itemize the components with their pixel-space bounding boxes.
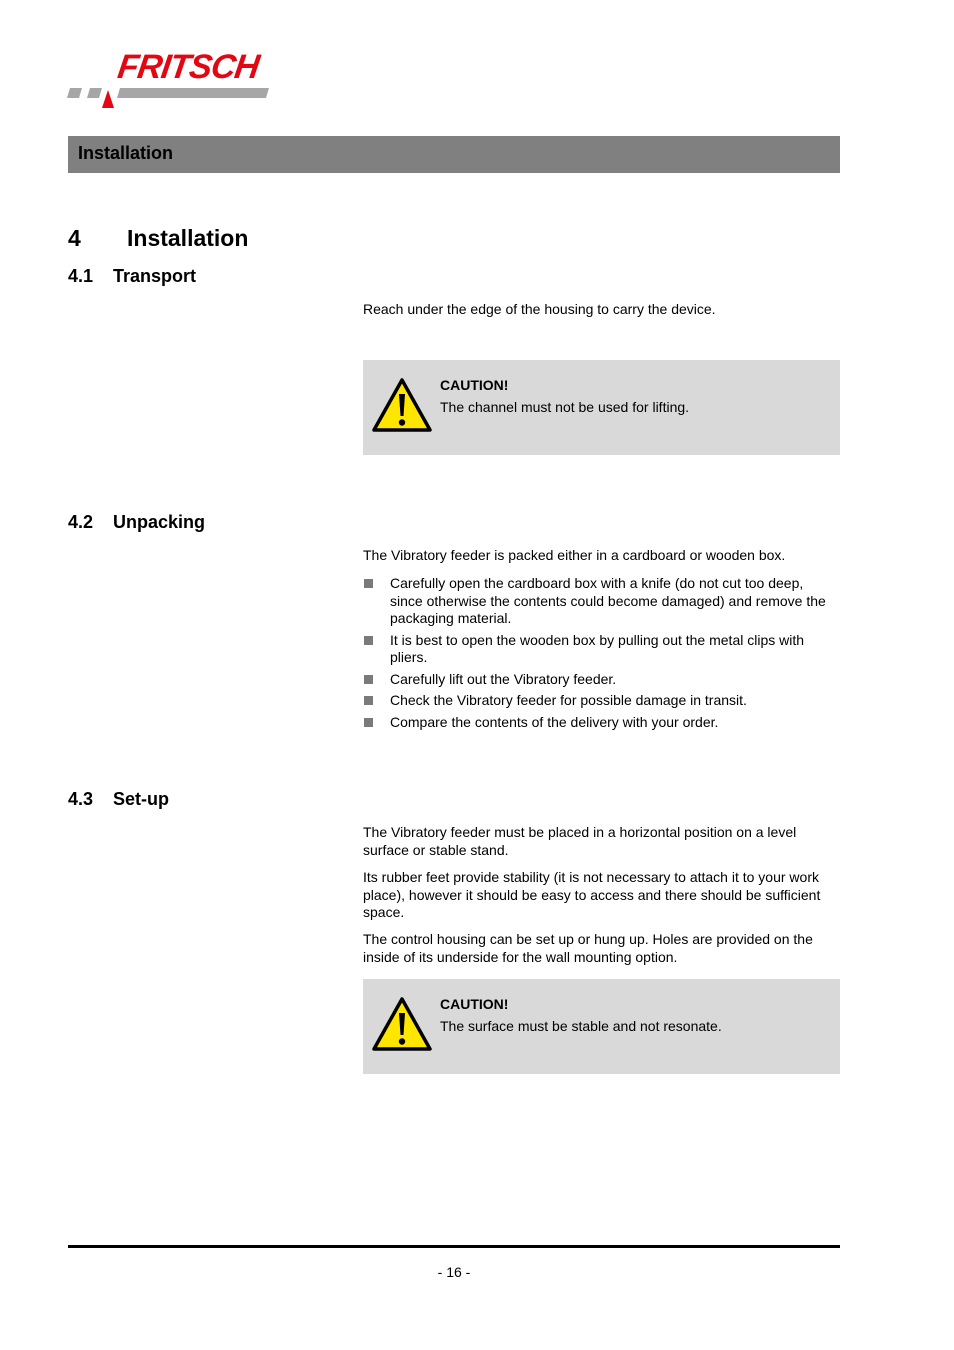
- list-item: Check the Vibratory feeder for possible damage in transit.: [363, 692, 839, 710]
- unpacking-bullet-list: [363, 575, 839, 735]
- footer-divider: [68, 1245, 840, 1248]
- list-item: Carefully lift out the Vibratory feeder.: [363, 671, 839, 689]
- section-title: Transport: [113, 266, 197, 286]
- caution-text: The surface must be stable and not resonate.: [440, 1018, 722, 1034]
- section-heading-unpacking: [68, 512, 205, 533]
- list-item: Compare the contents of the delivery with your order.: [363, 714, 839, 732]
- section-number: 4.1: [68, 266, 94, 286]
- section-title: Unpacking: [113, 512, 206, 532]
- running-header: [68, 136, 840, 173]
- chapter-number: 4: [68, 225, 81, 251]
- warning-triangle-icon: [371, 996, 433, 1052]
- setup-paragraph: The Vibratory feeder must be placed in a horizontal position on a level surface or stable stand.: [363, 824, 797, 858]
- setup-paragraph: Its rubber feet provide stability (it is not necessary to attach it to your work place), however it should be easy to access and there should be sufficient space.: [363, 869, 821, 920]
- setup-paragraph: The control housing can be set up or hung up. Holes are provided on the inside of its underside for the wall mounting option.: [363, 931, 813, 965]
- caution-title: CAUTION!: [440, 377, 509, 393]
- running-header-title: Installation: [78, 143, 174, 163]
- section-heading-setup: [68, 789, 169, 810]
- page-number: - 16 -: [437, 1264, 471, 1280]
- logo-wordmark: FRITSCH: [115, 48, 262, 86]
- chapter-heading: [68, 225, 248, 252]
- fritsch-logo: [66, 50, 286, 112]
- section-number: 4.3: [68, 789, 94, 809]
- warning-triangle-icon: [371, 377, 433, 433]
- list-item: Carefully open the cardboard box with a knife (do not cut too deep, since otherwise the contents could become damaged) and remove the packaging material.: [363, 575, 839, 628]
- unpacking-text: The Vibratory feeder is packed either in a cardboard or wooden box.: [363, 547, 786, 563]
- caution-text: The channel must not be used for lifting.: [440, 399, 690, 415]
- list-item: It is best to open the wooden box by pulling out the metal clips with pliers.: [363, 632, 839, 667]
- section-title: Set-up: [113, 789, 169, 809]
- caution-title: CAUTION!: [440, 996, 509, 1012]
- caution-box-transport: [363, 360, 840, 455]
- section-heading-transport: [68, 266, 196, 287]
- caution-box-setup: [363, 979, 840, 1074]
- section-number: 4.2: [68, 512, 94, 532]
- transport-text: Reach under the edge of the housing to carry the device.: [363, 301, 716, 317]
- chapter-title: Installation: [127, 225, 249, 251]
